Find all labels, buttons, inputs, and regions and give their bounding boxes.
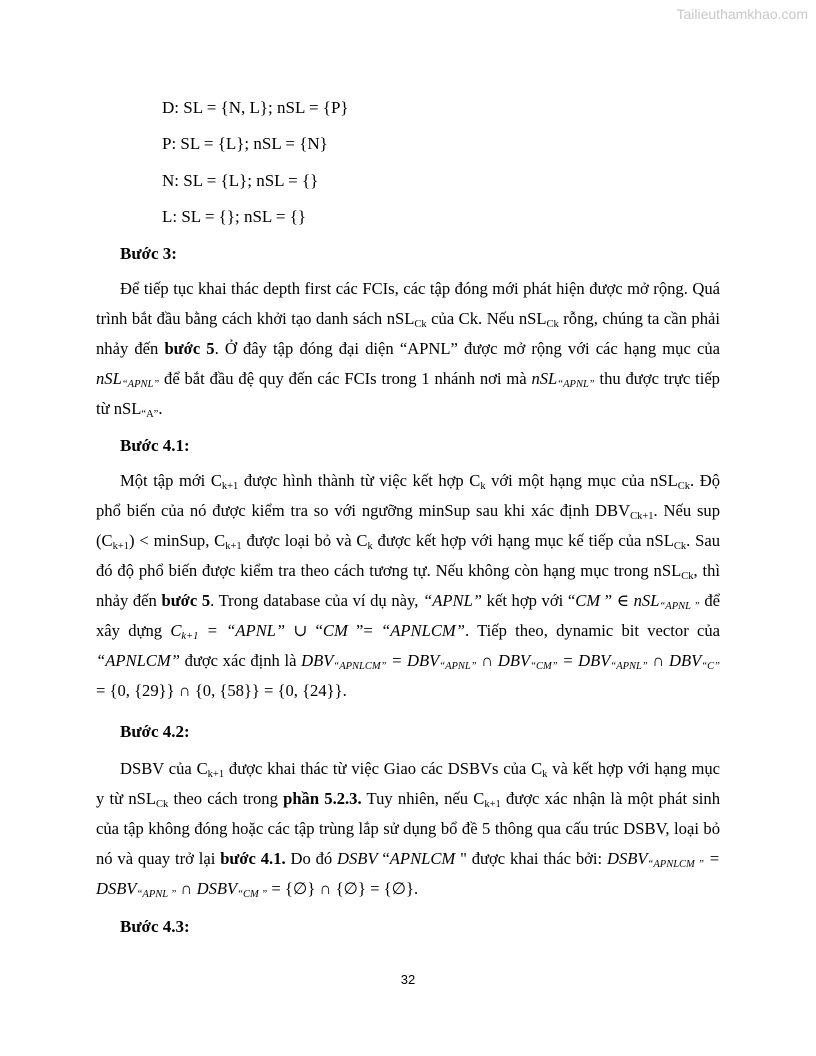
watermark: Tailieuthamkhao.com <box>676 6 808 22</box>
paragraph-step-3: Để tiếp tục khai thác depth first các FCIs, các tập đóng mới phát hiện được mở rộng. Quá trình bắt đầu bằng cách khởi tạo danh sách nSL$_{Ck}$ của Ck. Nếu nSL$_{Ck}$ rỗng, chúng ta cần phải nhảy đến bước 5. Ở đây tập đóng đại diện “APNL” được mở rộng với các hạng mục của nSL$_{“APNL”}$ để bắt đầu đệ quy đến các FCIs trong 1 nhánh nơi mà nSL$_{“APNL”}$ thu được trực tiếp từ nSL$_{“A”}$. <box>96 279 720 420</box>
heading-step-4-2: Bước 4.2: <box>120 722 190 741</box>
paragraph-step-4-1: Một tập mới $C_{k+1}$ được hình thành từ việc kết hợp $C_k$ với một hạng mục của nSL$_{Ck}$. Độ phổ biến của nó được kiểm tra so với ngưỡng minSup sau khi xác định $DBV_{Ck+1}$. Nếu sup $(C_{k+1})$ < minSup, $C_{k+1}$ được loại bỏ và $C_k$ được kết hợp với hạng mục kế tiếp của nSL$_{Ck}$. Sau đó độ phổ biến được kiểm tra theo cách tương tự. Nếu không còn hạng mục trong nSL$_{Ck}$, thì nhảy đến bước 5. Trong database của ví dụ này, “APNL” kết hợp với “CM ” ∈ nSL$_{“APNL ”}$ để xây dựng $C_{k+1}$ = “APNL” ∪ “CM ”= “APNLCM”. Tiếp theo, dynamic bit vector của “APNLCM” được xác định là $DBV_{“APNLCM”} = DBV_{“APNL”}$ ∩ $DBV_{“CM”} = DBV_{“APNL”}$ ∩ $DBV_{“C”} = \{0$, {29}} ∩ {0, {58}} = {0, {24}}. <box>96 471 721 700</box>
set-definition-p: P: SL = {L}; nSL = {N} <box>162 134 328 153</box>
set-definition-d: D: SL = {N, L}; nSL = {P} <box>162 98 349 117</box>
paragraph-step-4-2: DSBV của $C_{k+1}$ được khai thác từ việc Giao các DSBVs của $C_k$ và kết hợp với hạng mục y từ nSL$_{Ck}$ theo cách trong phần 5.2.3. Tuy nhiên, nếu $C_{k+1}$ được xác nhận là một phát sinh của tập không đóng hoặc các tập trùng lắp sử dụng bổ đề 5 thông qua cấu trúc DSBV, loại bỏ nó và quay trở lại bước 4.1. Do đó DSBV “APNLCM " được khai thác bởi: $DSBV_{“APNLCM ”}$ = $DSBV_{“APNL ”}$ ∩ $DSBV_{“CM ”}$ = {∅} ∩ {∅} = {∅}. <box>96 759 721 900</box>
set-definition-n: N: SL = {L}; nSL = {} <box>162 171 319 190</box>
page-number: 32 <box>400 972 416 987</box>
heading-step-4-3: Bước 4.3: <box>120 917 190 936</box>
heading-step-4-1: Bước 4.1: <box>120 436 190 455</box>
heading-step-3: Bước 3: <box>120 244 177 263</box>
set-definition-l: L: SL = {}; nSL = {} <box>162 207 307 226</box>
